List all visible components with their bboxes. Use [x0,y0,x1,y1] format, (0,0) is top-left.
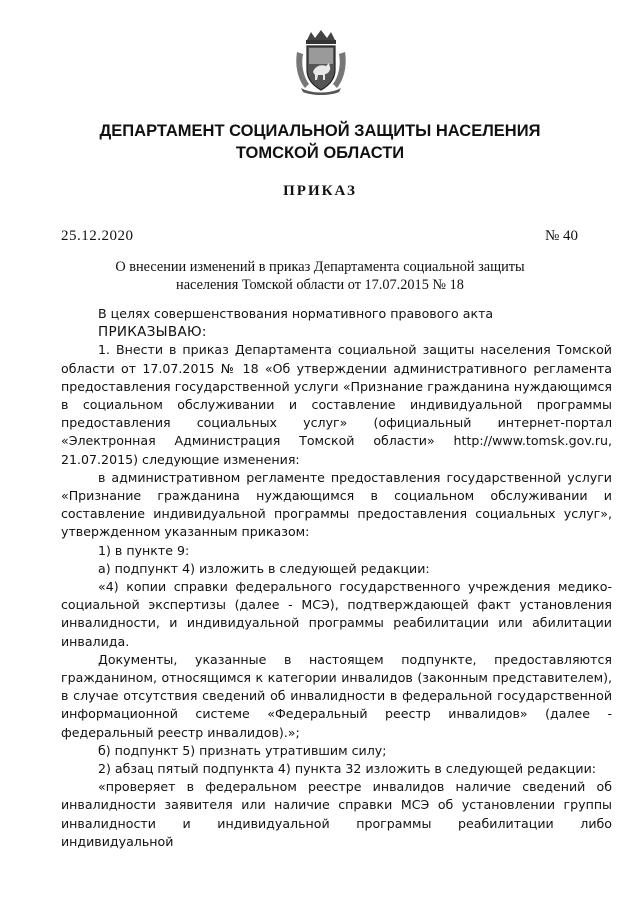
body-paragraph: В целях совершенствования нормативного правового акта [98,306,494,321]
organization-name [60,120,580,164]
organization-line-2: ТОМСКОЙ ОБЛАСТИ [235,144,405,162]
document-type: ПРИКАЗ [283,183,357,199]
body-paragraph: Документы, указанные в настоящем подпункте, предоставляются гражданином, относящимся к категории инвалидов (законным представителем), в случае отсутствия сведений об инвалидности в федеральной государственной информационной системе «Федеральный реестр инвалидов» (далее - федеральный реестр инвалидов).»; [61,651,612,740]
body-paragraph: б) подпункт 5) признать утратившим силу; [98,742,387,758]
body-paragraph: 2) абзац пятый подпункта 4) пункта 32 изложить в следующей редакции: [98,761,597,777]
document-subject [100,258,540,294]
body-paragraph: «проверяет в федеральном реестре инвалидов наличие сведений об инвалидности заявителя или наличие справки МСЭ об установлении группы инвалидности и индивидуальной программы реабилитации либо индивидуальной [61,779,612,849]
subject-line-1: О внесении изменений в приказ Департамента социальной защиты [115,259,525,275]
body-paragraph: 1. Внести в приказ Департамента социальной защиты населения Томской области от 17.07.2015 № 18 «Об утверждении административного регламента предоставления государственной услуги «Признание гражданина нуждающимся в социальном обслуживании и составление индивидуальной программы предоставления социальных услуг» (официальный интернет-портал «Электронная Администрация Томской области» http://www.tomsk.gov.ru, 21.07.2015) следующие изменения: [61,342,612,467]
document-number: № 40 [544,228,578,244]
body-paragraph: 1) в пункте 9: [98,542,190,558]
order-directive: ПРИКАЗЫВАЮ: [98,324,207,341]
body-paragraph: в административном регламенте предоставления государственной услуги «Признание гражданина нуждающимся в социальном обслуживании и составление индивидуальной программы предоставления социальных услуг», утвержденном указанным приказом: [61,469,612,540]
document-body [61,305,612,851]
body-paragraph: а) подпункт 4) изложить в следующей редакции: [98,560,430,576]
body-paragraph: «4) копии справки федерального государственного учреждения медико-социальной экспертизы (далее - МСЭ), подтверждающей факт установления инвалидности, и индивидуальной программы реабилитации или абилитации инвалида. [61,579,612,649]
subject-line-2: населения Томской области от 17.07.2015 № 18 [176,277,464,293]
organization-line-1: ДЕПАРТАМЕНТ СОЦИАЛЬНОЙ ЗАЩИТЫ НАСЕЛЕНИЯ [99,122,541,140]
tomsk-coat-of-arms-icon [293,30,349,96]
document-date: 25.12.2020 [61,228,134,244]
